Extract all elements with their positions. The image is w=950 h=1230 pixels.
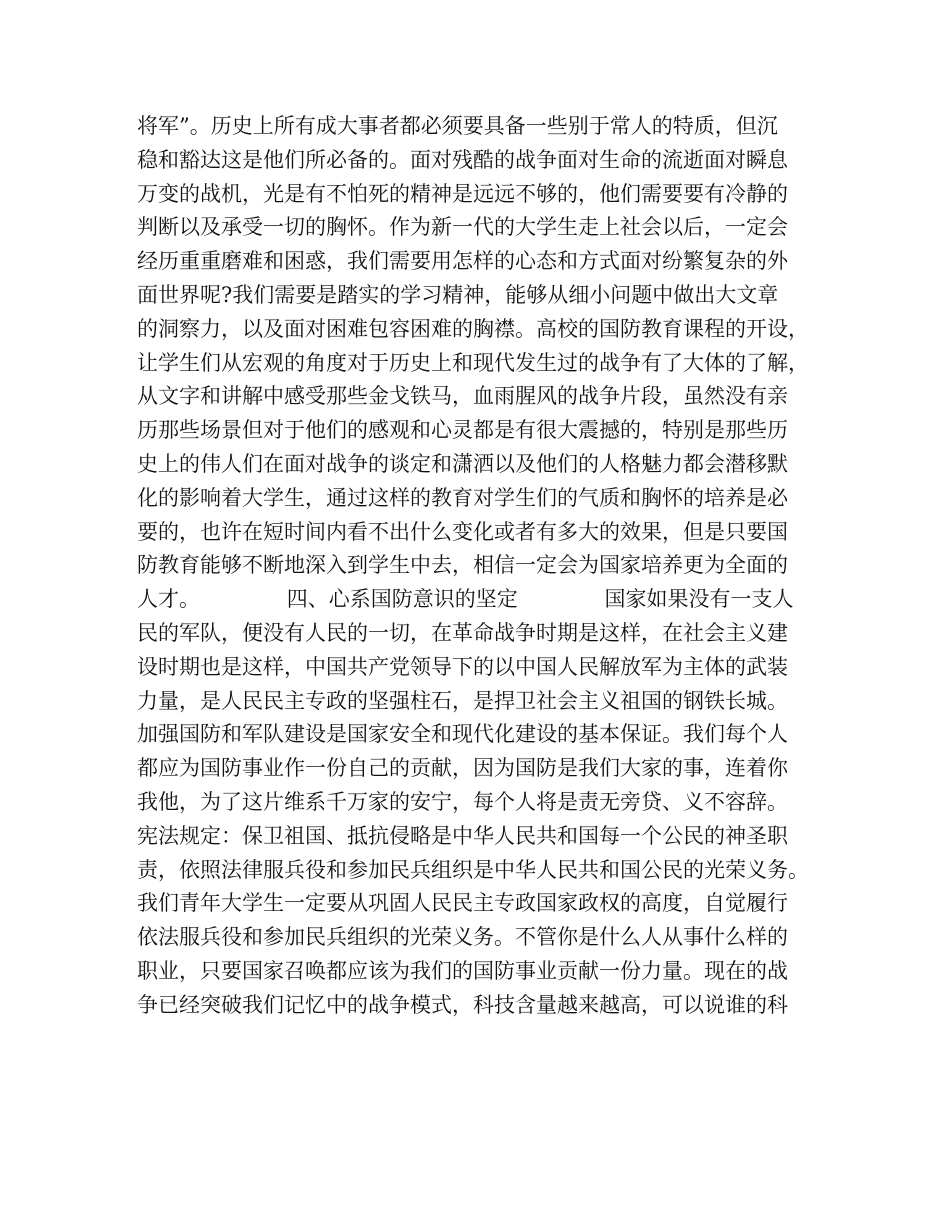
- text-line: 我他，为了这片维系千万家的安宁，每个人将是责无旁贷、义不容辞。: [137, 789, 788, 814]
- text-line: 稳和豁达这是他们所必备的。面对残酷的战争面对生命的流逝面对瞬息: [137, 147, 788, 172]
- text-line: 从文字和讲解中感受那些金戈铁马，血雨腥风的战争片段，虽然没有亲: [137, 384, 788, 409]
- text-line: 化的影响着大学生，通过这样的教育对学生们的气质和胸怀的培养是必: [137, 485, 788, 510]
- text-line: 都应为国防事业作一份自己的贡献，因为国防是我们大家的事，连着你: [137, 756, 788, 781]
- text-line: 史上的伟人们在面对战争的谈定和潇洒以及他们的人格魅力都会潜移默: [137, 451, 788, 476]
- text-line: 历那些场景但对于他们的感观和心灵都是有很大震撼的，特别是那些历: [137, 418, 788, 443]
- text-line: 设时期也是这样，中国共产党领导下的以中国人民解放军为主体的武装: [137, 654, 788, 679]
- text-line: 经历重重磨难和困惑，我们需要用怎样的心态和方式面对纷繁复杂的外: [137, 249, 788, 274]
- text-line: 责，依照法律服兵役和参加民兵组织是中华人民共和国公民的光荣义务。: [137, 857, 809, 882]
- section-heading-line: 人才。 四、心系国防意识的坚定 国家如果没有一支人: [137, 587, 794, 612]
- text-line: 要的，也许在短时间内看不出什么变化或者有多大的效果，但是只要国: [137, 519, 788, 544]
- text-line: 面世界呢?我们需要是踏实的学习精神，能够从细小问题中做出大文章: [137, 282, 779, 307]
- text-line: 加强国防和军队建设是国家安全和现代化建设的基本保证。我们每个人: [137, 722, 788, 747]
- text-line: 万变的战机，光是有不怕死的精神是远远不够的，他们需要要有冷静的: [137, 181, 788, 206]
- text-line: 防教育能够不断地深入到学生中去，相信一定会为国家培养更为全面的: [137, 553, 788, 578]
- text-line: 宪法规定：保卫祖国、抵抗侵略是中华人民共和国每一个公民的神圣职: [137, 823, 788, 848]
- text-line: 争已经突破我们记忆中的战争模式，科技含量越来越高，可以说谁的科: [137, 992, 788, 1017]
- text-line: 职业，只要国家召唤都应该为我们的国防事业贡献一份力量。现在的战: [137, 958, 788, 983]
- text-line: 民的军队，便没有人民的一切，在革命战争时期是这样，在社会主义建: [137, 620, 788, 645]
- text-line: 让学生们从宏观的角度对于历史上和现代发生过的战争有了大体的了解，: [137, 350, 809, 375]
- text-line: 的洞察力，以及面对困难包容困难的胸襟。高校的国防教育课程的开设，: [137, 316, 809, 341]
- text-line: 我们青年大学生一定要从巩固人民民主专政国家政权的高度，自觉履行: [137, 891, 788, 916]
- text-line: 将军”。历史上所有成大事者都必须要具备一些别于常人的特质，但沉: [137, 114, 778, 138]
- body-text: [137, 110, 827, 1023]
- text-line: 力量，是人民民主专政的坚强柱石，是捍卫社会主义祖国的钢铁长城。: [137, 688, 788, 713]
- text-line: 依法服兵役和参加民兵组织的光荣义务。不管你是什么人从事什么样的: [137, 925, 788, 950]
- text-line: 判断以及承受一切的胸怀。作为新一代的大学生走上社会以后，一定会: [137, 215, 788, 240]
